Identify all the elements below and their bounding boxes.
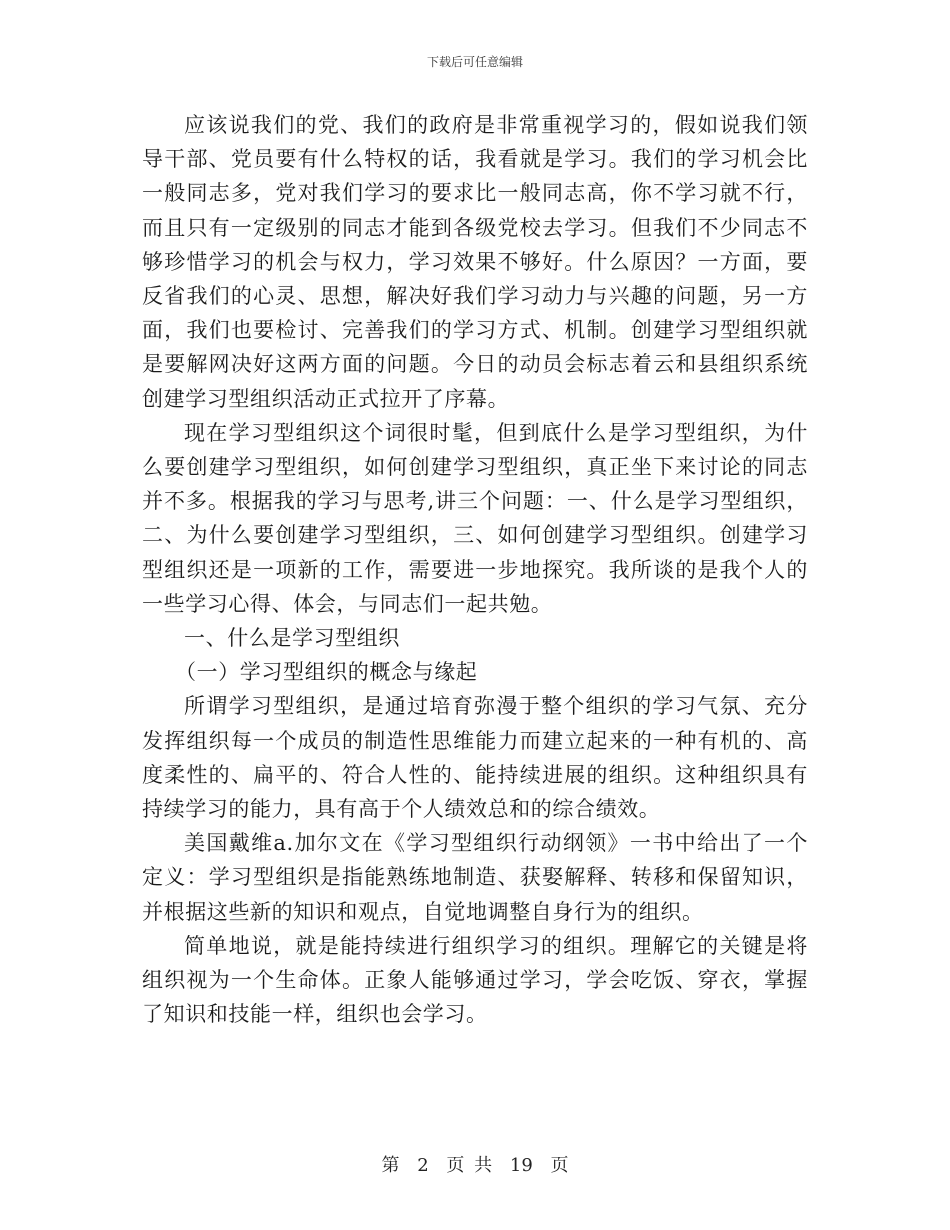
paragraph-3: 所谓学习型组织，是通过培育弥漫于整个组织的学习气氛、充分发挥组织每一个成员的制造性思维能力而建立起来的一种有机的、高度柔性的、扁平的、符合人性的、能持续进展的组织。这种组织具有持续学习的能力，具有高于个人绩效总和的综合绩效。 [142,694,808,822]
paragraph-2: 现在学习型组织这个词很时髦，但到底什么是学习型组织，为什么要创建学习型组织，如何创建学习型组织，真正坐下来讨论的同志并不多。根据我的学习与思考,讲三个问题：一、什么是学习型组织，二、为什么要创建学习型组织，三、如何创建学习型组织。创建学习型组织还是一项新的工作，需要进一步地探究。我所谈的是我个人的一些学习心得、体会，与同志们一起共勉。 [142,420,808,616]
footer-page-number: 2 [417,1155,429,1176]
document-body [142,108,808,1031]
footer-suffix: 页 [550,1155,569,1176]
page-header: 下载后可任意编辑 [426,55,523,69]
paragraph-4: 美国戴维a.加尔文在《学习型组织行动纲领》一书中给出了一个定义：学习型组织是指能熟练地制造、获娶解释、转移和保留知识，并根据这些新的知识和观点，自觉地调整自身行为的组织。 [142,831,808,924]
footer-prefix: 第 [381,1155,400,1176]
section-heading: 一、什么是学习型组织 [184,626,400,651]
page-footer [0,1154,950,1178]
footer-middle: 页 共 [446,1155,493,1176]
footer-total-pages: 19 [509,1155,533,1176]
paragraph-1: 应该说我们的党、我们的政府是非常重视学习的，假如说我们领导干部、党员要有什么特权的话，我看就是学习。我们的学习机会比一般同志多，党对我们学习的要求比一般同志高，你不学习就不行，而且只有一定级别的同志才能到各级党校去学习。但我们不少同志不够珍惜学习的机会与权力，学习效果不够好。什么原因？一方面，要反省我们的心灵、思想，解决好我们学习动力与兴趣的问题，另一方面，我们也要检讨、完善我们的学习方式、机制。创建学习型组织就是要解网决好这两方面的问题。今日的动员会标志着云和县组织系统创建学习型组织活动正式拉开了序幕。 [142,113,808,411]
paragraph-5: 简单地说，就是能持续进行组织学习的组织。理解它的关键是将组织视为一个生命体。正象人能够通过学习，学会吃饭、穿衣，掌握了知识和技能一样，组织也会学习。 [142,933,808,1027]
subsection-heading: （一）学习型组织的概念与缘起 [175,660,478,685]
